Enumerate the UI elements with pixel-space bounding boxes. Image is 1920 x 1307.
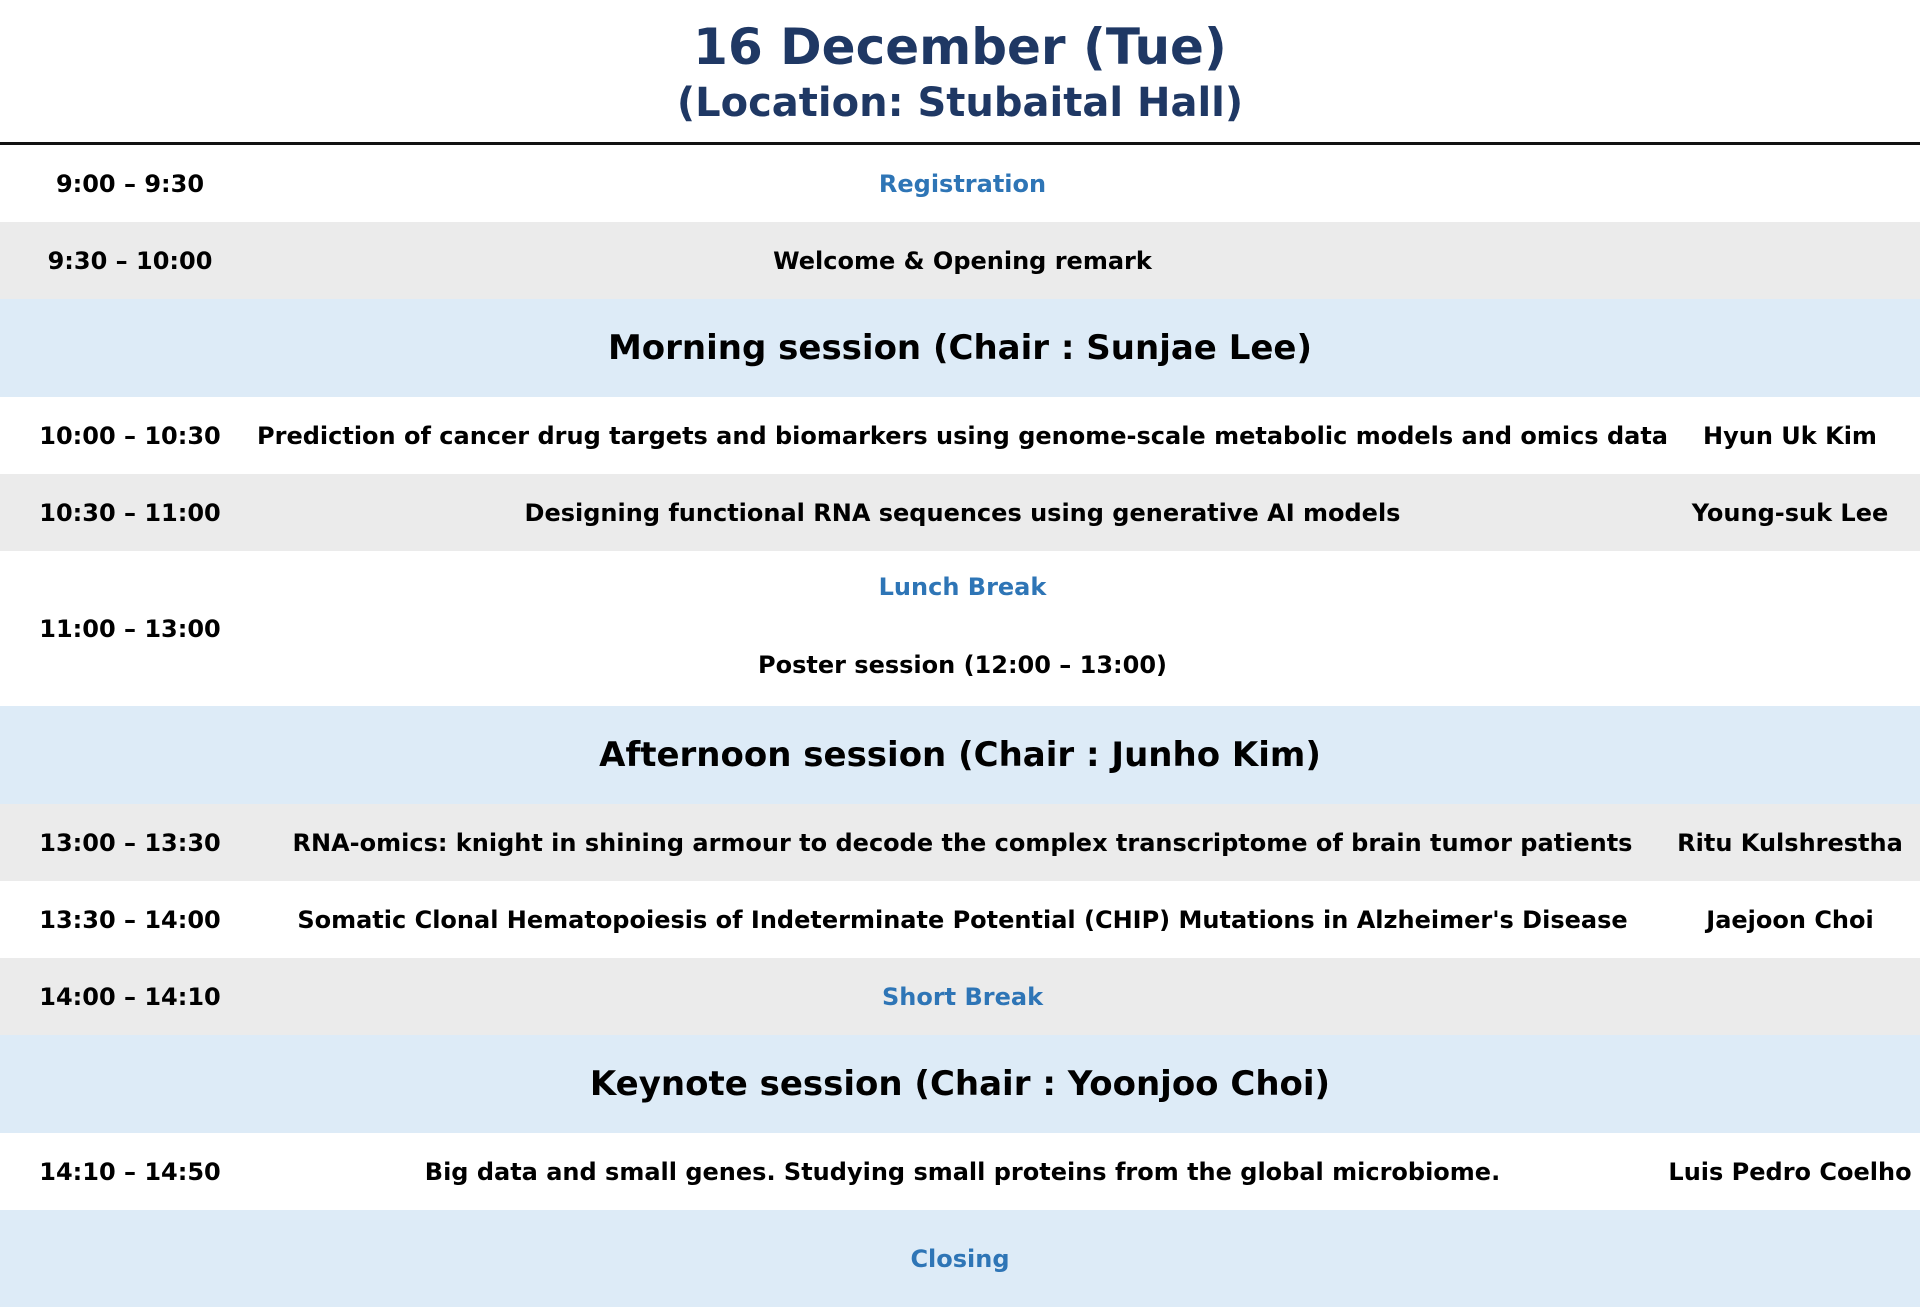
talk-title: Prediction of cancer drug targets and biomarkers using genome-scale metabolic models and omics data [257,421,1668,450]
row-lunch [0,551,1920,706]
time-cell: 14:10 – 14:50 [39,1157,221,1186]
time-cell: 10:00 – 10:30 [39,421,221,450]
closing-label: Closing [910,1244,1010,1273]
row-talk-4 [0,881,1920,958]
time-cell: 14:00 – 14:10 [39,982,221,1011]
time-cell: 13:30 – 14:00 [39,905,221,934]
row-talk-3 [0,804,1920,881]
row-afternoon-session [0,706,1920,804]
speaker-name: Ritu Kulshrestha [1677,828,1903,857]
speaker-name: Jaejoon Choi [1706,905,1874,934]
time-cell: 9:00 – 9:30 [55,169,205,198]
session-title: Keynote session (Chair : Yoonjoo Choi) [589,1064,1331,1104]
speaker-name: Hyun Uk Kim [1703,421,1877,450]
location-subtitle: (Location: Stubaital Hall) [676,80,1244,126]
time-cell: 10:30 – 11:00 [39,498,221,527]
speaker-name: Luis Pedro Coelho [1668,1157,1912,1186]
row-talk-2 [0,474,1920,551]
row-morning-session [0,299,1920,397]
row-short-break [0,958,1920,1035]
speaker-name: Young-suk Lee [1691,498,1889,527]
time-cell: 13:00 – 13:30 [39,828,221,857]
time-cell: 9:30 – 10:00 [47,246,213,275]
time-cell: 11:00 – 13:00 [39,614,221,643]
talk-title: RNA-omics: knight in shining armour to decode the complex transcriptome of brain tumor patients [292,828,1633,857]
short-break-label: Short Break [881,982,1044,1011]
page-title: 16 December (Tue) [693,18,1227,76]
row-talk-1 [0,397,1920,474]
talk-title: Big data and small genes. Studying small proteins from the global microbiome. [424,1157,1501,1186]
session-title: Afternoon session (Chair : Junho Kim) [599,735,1321,775]
row-welcome [0,222,1920,299]
talk-title: Somatic Clonal Hematopoiesis of Indeterminate Potential (CHIP) Mutations in Alzheimer's Disease [297,905,1628,934]
row-closing [0,1210,1920,1307]
row-registration [0,145,1920,222]
row-keynote-session [0,1035,1920,1133]
poster-session-label: Poster session (12:00 – 13:00) [757,651,1168,679]
welcome-label: Welcome & Opening remark [773,246,1152,275]
schedule-header [0,0,1920,145]
talk-title: Designing functional RNA sequences using generative AI models [524,498,1401,527]
row-talk-5 [0,1133,1920,1210]
schedule-table [0,145,1920,1307]
registration-label: Registration [878,169,1047,198]
session-title: Morning session (Chair : Sunjae Lee) [607,328,1313,368]
lunch-label: Lunch Break [878,573,1047,601]
